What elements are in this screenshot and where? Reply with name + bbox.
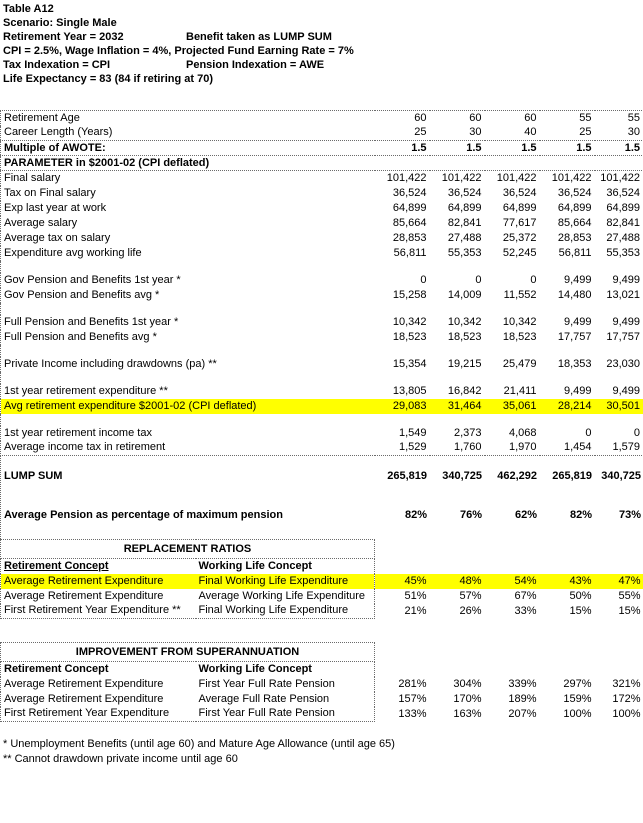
cell-value [485,303,540,315]
cell-value: 45% [375,574,430,589]
cell-value: 60 [469,111,482,124]
retirement-concept-cell: Average Retirement Expenditure [1,692,196,707]
cell-value: 304% [453,677,482,690]
cell-value: 14,009 [447,288,482,301]
cell-value [430,303,485,315]
cell-value [540,345,595,357]
cell-value: 1,970 [508,441,537,454]
cell-value: 133% [398,707,427,720]
cell-value: 10,342 [392,315,427,328]
row-label: Average tax on salary [4,231,111,244]
cell-value: 157% [398,692,427,705]
cell-value: 30 [595,126,643,141]
retirement-benefit-line [3,30,643,44]
table-row [1,261,643,273]
footnotes [0,737,643,767]
table-row [1,414,643,426]
working-life-concept-header: Working Life Concept [196,662,375,677]
cell-value: 101,422 [551,171,592,184]
cell-value: 340,725 [442,470,482,482]
retirement-concept-cell: First Retirement Year Expenditure [1,707,196,722]
row-label [1,345,375,357]
cell-value: 15% [618,604,641,617]
indexation-line [3,58,643,72]
ratio-row [1,692,643,707]
concept-header-row [1,559,643,574]
row-label [1,303,375,315]
cell-value [430,261,485,273]
cell-value: 18,353 [557,357,592,370]
cell-value: 265,819 [552,470,592,482]
cell-value [430,345,485,357]
row-label: PARAMETER in $2001-02 (CPI deflated) [1,156,375,171]
table-row [1,126,643,141]
working-life-concept-cell: Average Full Rate Pension [196,692,375,707]
cell-value [485,261,540,273]
cell-value: 40 [485,126,540,141]
working-life-concept-cell: Average Working Life Expenditure [196,589,375,604]
cell-value: 85,664 [392,216,427,229]
working-life-concept-header: Working Life Concept [196,559,375,574]
cell-value: 0 [585,426,592,439]
cell-value: 265,819 [387,470,427,482]
cell-value: 55,353 [606,246,640,259]
summary-table [1,469,643,523]
table-row [1,186,643,201]
cell-value: 339% [508,677,537,690]
row-label: Career Length (Years) [1,126,375,141]
cell-value: 9,499 [563,315,592,328]
retirement-concept-cell: Average Retirement Expenditure [1,589,196,604]
cell-value [540,261,595,273]
ratio-row [1,677,643,692]
cell-value: 21,411 [503,384,537,397]
cell-value: 85,664 [557,216,592,229]
row-label: Full Pension and Benefits avg * [4,330,157,343]
cell-value: 15% [569,604,592,617]
ratio-row [1,574,643,589]
cell-value: 340,725 [601,470,641,482]
row-label: Average income tax in retirement [4,441,166,454]
scenario-line: Scenario: Single Male [3,17,117,29]
cell-value: 172% [612,692,641,705]
cell-value [540,372,595,384]
table-row [1,288,643,303]
cell-value: 18,523 [502,330,537,343]
cell-value [595,345,643,357]
table-row [1,441,643,456]
cell-value: 1.5 [430,141,485,156]
cell-value: 101,422 [496,171,537,184]
row-label: Expenditure avg working life [4,246,142,259]
cell-value: 64,899 [392,201,427,214]
cell-value: 18,523 [447,330,482,343]
table-row [1,231,643,246]
retirement-concept-header: Retirement Concept [1,662,196,677]
cell-value: 28,853 [392,231,427,244]
section-title: REPLACEMENT RATIOS [1,540,375,559]
cell-value: 82,841 [606,216,640,229]
cell-value: 36,524 [447,186,482,199]
lump-sum-row [1,469,643,484]
ratio-row [1,589,643,604]
cell-value: 1.5 [540,141,595,156]
cell-value [595,414,643,426]
row-label: Retirement Age [4,111,80,124]
cell-value: 73% [618,509,641,521]
cell-value: 56,811 [393,246,427,259]
assumptions-line: CPI = 2.5%, Wage Inflation = 4%, Projected Fund Earning Rate = 7% [3,45,354,57]
cell-value: 48% [430,574,485,589]
cell-value: 101,422 [441,171,482,184]
cell-value [375,303,430,315]
row-label: 1st year retirement expenditure ** [4,384,168,397]
cell-value: 28,853 [557,231,592,244]
table-row [1,201,643,216]
average-pension-row [1,508,643,523]
cell-value: 15,258 [392,288,427,301]
table-row [1,171,643,186]
cell-value [540,156,595,171]
cell-value: 28,214 [540,399,595,414]
section-title-row [1,540,643,559]
cell-value: 9,499 [612,384,640,397]
cell-value: 321% [612,677,641,690]
row-label: Multiple of AWOTE: [1,141,375,156]
cell-value: 67% [514,589,537,602]
cell-value: 17,757 [606,330,640,343]
cell-value: 1,549 [398,426,427,439]
cell-value: 101,422 [600,171,640,184]
cell-value: 1,454 [563,441,592,454]
cell-value: 13,805 [392,384,427,397]
table-row [1,330,643,345]
cell-value [485,156,540,171]
retirement-concept-cell: First Retirement Year Expenditure ** [1,604,196,619]
cell-value: 36,524 [606,186,640,199]
row-label: Avg retirement expenditure $2001-02 (CPI deflated) [1,399,375,414]
table-row [1,384,643,399]
cell-value: 189% [508,692,537,705]
working-life-concept-cell: First Year Full Rate Pension [196,677,375,692]
cell-value: 9,499 [563,273,592,286]
cell-value: 100% [612,707,641,720]
cell-value: 21% [404,604,427,617]
cell-value: 26% [459,604,482,617]
cell-value: 51% [404,589,427,602]
cell-value: 11,552 [503,288,537,301]
cell-value: 2,373 [453,426,482,439]
row-label: Gov Pension and Benefits avg * [4,288,160,301]
section-title-row [1,643,643,662]
cell-value: 9,499 [563,384,592,397]
row-label: Exp last year at work [4,201,107,214]
cell-value: 54% [485,574,540,589]
section-title: IMPROVEMENT FROM SUPERANNUATION [1,643,375,662]
cell-value: 10,342 [502,315,537,328]
table-row [1,426,643,441]
cell-value: 297% [563,677,592,690]
cell-value [595,372,643,384]
footnote-1: * Unemployment Benefits (until age 60) and Mature Age Allowance (until age 65) [3,738,395,750]
cell-value: 77,617 [502,216,537,229]
cell-value: 82% [569,509,592,521]
cell-value: 36,524 [557,186,592,199]
cell-value [430,372,485,384]
cell-value [595,303,643,315]
cell-value: 29,083 [375,399,430,414]
cell-value: 1,529 [398,441,427,454]
cell-value: 159% [563,692,592,705]
cell-value: 52,245 [502,246,537,259]
cell-value: 1.5 [375,141,430,156]
table-row [1,315,643,330]
cell-value: 23,030 [606,357,640,370]
cell-value [430,156,485,171]
cell-value: 25,479 [502,357,537,370]
tax-indexation-text: Tax Indexation = CPI [3,59,111,71]
cell-value [540,303,595,315]
cell-value: 33% [514,604,537,617]
table-row [1,372,643,384]
table-row [1,303,643,315]
table-row [1,156,643,171]
table-row [1,111,643,126]
row-label: LUMP SUM [4,470,63,482]
benefit-text: Benefit taken as LUMP SUM [186,31,332,43]
cell-value: 56,811 [558,246,592,259]
spacer-row [1,484,643,508]
cell-value [375,156,430,171]
cell-value: 25,372 [502,231,537,244]
row-label: Final salary [4,171,61,184]
cell-value: 82% [404,509,427,521]
cell-value: 0 [633,426,640,439]
cell-value: 15,354 [392,357,427,370]
row-label: Average salary [4,216,78,229]
cell-value: 64,899 [447,201,482,214]
cell-value [375,372,430,384]
cell-value: 55,353 [447,246,482,259]
cell-value [430,414,485,426]
cell-value: 60 [414,111,427,124]
cell-value: 101,422 [386,171,427,184]
row-label: Average Pension as percentage of maximum pension [4,509,283,521]
cell-value: 25 [540,126,595,141]
cell-value: 19,215 [447,357,482,370]
retirement-concept-header: Retirement Concept [1,559,196,574]
cell-value: 281% [398,677,427,690]
cell-value: 76% [459,509,482,521]
table-row [1,216,643,231]
cell-value [375,414,430,426]
cell-value: 55 [579,111,592,124]
row-label: Tax on Final salary [4,186,96,199]
working-life-concept-cell: Final Working Life Expenditure [196,574,375,589]
cell-value: 36,524 [392,186,427,199]
cell-value: 1,579 [612,441,640,454]
cell-value: 9,499 [612,273,640,286]
summary-block [0,456,643,539]
table-row [1,246,643,261]
cell-value: 9,499 [612,315,640,328]
cell-value: 82,841 [447,216,482,229]
cell-value: 31,464 [430,399,485,414]
cell-value: 17,757 [557,330,592,343]
row-label [1,414,375,426]
cell-value: 62% [514,509,537,521]
cell-value [540,414,595,426]
cell-value: 50% [569,589,592,602]
life-expectancy-line: Life Expectancy = 83 (84 if retiring at 70) [3,73,213,85]
cell-value: 0 [420,273,427,286]
cell-value: 207% [508,707,537,720]
cell-value: 18,523 [392,330,427,343]
cell-value: 36,524 [502,186,537,199]
cell-value: 60 [524,111,537,124]
row-label: Full Pension and Benefits 1st year * [4,315,179,328]
cell-value: 16,842 [447,384,482,397]
table-row [1,345,643,357]
concept-header-row [1,662,643,677]
cell-value [595,156,643,171]
cell-value [485,414,540,426]
cell-value: 57% [459,589,482,602]
cell-value: 47% [595,574,643,589]
cell-value: 4,068 [508,426,537,439]
retirement-year-text: Retirement Year = 2032 [3,31,124,43]
cell-value: 55 [627,111,640,124]
table-row [1,399,643,414]
cell-value: 27,488 [447,231,482,244]
table-row [1,273,643,288]
cell-value: 64,899 [606,201,640,214]
cell-value [485,345,540,357]
ratio-row [1,604,643,619]
cell-value [595,261,643,273]
cell-value: 163% [453,707,482,720]
ratio-row [1,707,643,722]
cell-value: 0 [475,273,482,286]
cell-value: 43% [540,574,595,589]
cell-value: 64,899 [502,201,537,214]
improvement-table [0,642,643,722]
pension-indexation-text: Pension Indexation = AWE [186,59,325,71]
report-header [0,0,643,86]
cell-value: 64,899 [557,201,592,214]
cell-value: 170% [453,692,482,705]
cell-value: 30 [430,126,485,141]
cell-value: 27,488 [606,231,640,244]
cell-value: 1,760 [453,441,482,454]
cell-value: 100% [563,707,592,720]
retirement-concept-cell: Average Retirement Expenditure [1,677,196,692]
replacement-ratios-table [0,539,643,619]
table-row [1,141,643,156]
row-label [1,261,375,273]
cell-value: 25 [375,126,430,141]
cell-value [375,261,430,273]
cell-value: 1.5 [485,141,540,156]
working-life-concept-cell: Final Working Life Expenditure [196,604,375,619]
row-label: Private Income including drawdowns (pa) ** [4,357,217,370]
cell-value: 30,501 [595,399,643,414]
cell-value: 1.5 [595,141,643,156]
cell-value: 10,342 [447,315,482,328]
working-life-concept-cell: First Year Full Rate Pension [196,707,375,722]
table-row [1,357,643,372]
cell-value [375,345,430,357]
main-table [0,110,643,456]
cell-value: 55% [618,589,641,602]
cell-value: 0 [530,273,537,286]
row-label [1,372,375,384]
cell-value: 462,292 [497,470,537,482]
row-label: Gov Pension and Benefits 1st year * [4,273,181,286]
row-label: 1st year retirement income tax [4,426,152,439]
cell-value: 14,480 [557,288,592,301]
cell-value [485,372,540,384]
footnote-2: ** Cannot drawdown private income until age 60 [3,753,238,765]
retirement-concept-cell: Average Retirement Expenditure [1,574,196,589]
page-title: Table A12 [3,3,54,15]
cell-value: 35,061 [485,399,540,414]
cell-value: 13,021 [606,288,640,301]
